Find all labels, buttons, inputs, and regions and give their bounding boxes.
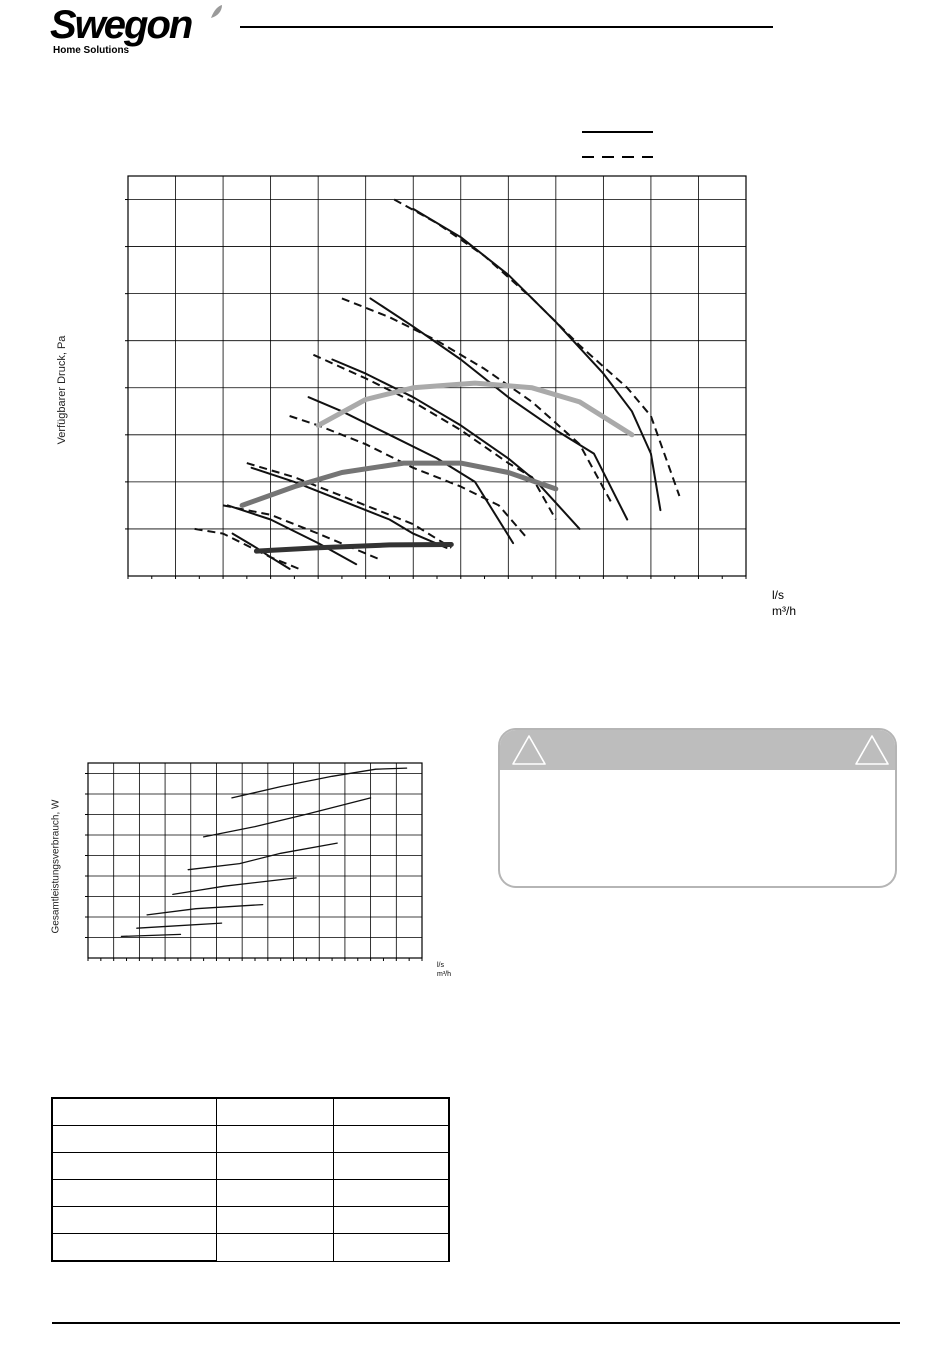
series-line-4 bbox=[173, 878, 296, 895]
table-cell bbox=[334, 1234, 450, 1262]
table-cell bbox=[52, 1180, 217, 1207]
data-table bbox=[51, 1097, 450, 1262]
table-cell bbox=[217, 1180, 334, 1207]
warning-icon bbox=[853, 733, 891, 767]
brand-tagline: Home Solutions bbox=[53, 45, 130, 56]
chart1-unit-ls: l/s bbox=[772, 588, 784, 602]
table-cell bbox=[217, 1098, 334, 1126]
table-row bbox=[52, 1153, 449, 1180]
series-line-3 bbox=[188, 843, 337, 870]
chart2-unit-m3h: m³/h bbox=[437, 971, 451, 978]
table-cell bbox=[217, 1207, 334, 1234]
table-cell bbox=[334, 1180, 450, 1207]
table-cell bbox=[217, 1126, 334, 1153]
table-cell bbox=[52, 1153, 217, 1180]
table-row bbox=[52, 1234, 449, 1262]
table-row bbox=[52, 1180, 449, 1207]
table-cell bbox=[52, 1098, 217, 1126]
series-line-7 bbox=[121, 934, 180, 936]
table-row bbox=[52, 1207, 449, 1234]
series-line-2 bbox=[204, 798, 371, 837]
chart1-ylabel: Verfügbarer Druck, Pa bbox=[56, 335, 68, 445]
table-cell bbox=[52, 1207, 217, 1234]
warning-header bbox=[500, 730, 895, 770]
chart2-unit-ls: l/s bbox=[437, 962, 444, 969]
series-line-5 bbox=[147, 905, 263, 915]
warning-icon bbox=[510, 733, 548, 767]
warning-box bbox=[498, 728, 897, 888]
table-row bbox=[52, 1098, 449, 1126]
table-cell bbox=[334, 1098, 450, 1126]
table-cell bbox=[217, 1234, 334, 1262]
table-cell bbox=[334, 1207, 450, 1234]
series-line-6 bbox=[137, 923, 222, 928]
chart2-ylabel: Gesamtleistungsverbrauch, W bbox=[50, 799, 62, 934]
chart1-unit-m3h: m³/h bbox=[772, 604, 796, 618]
table-cell bbox=[334, 1126, 450, 1153]
footer-rule bbox=[52, 1322, 900, 1324]
table-cell bbox=[52, 1234, 217, 1262]
table-cell bbox=[217, 1153, 334, 1180]
brand-name: Swegon bbox=[50, 3, 192, 47]
table-cell bbox=[52, 1126, 217, 1153]
table-cell bbox=[334, 1153, 450, 1180]
table-row bbox=[52, 1126, 449, 1153]
